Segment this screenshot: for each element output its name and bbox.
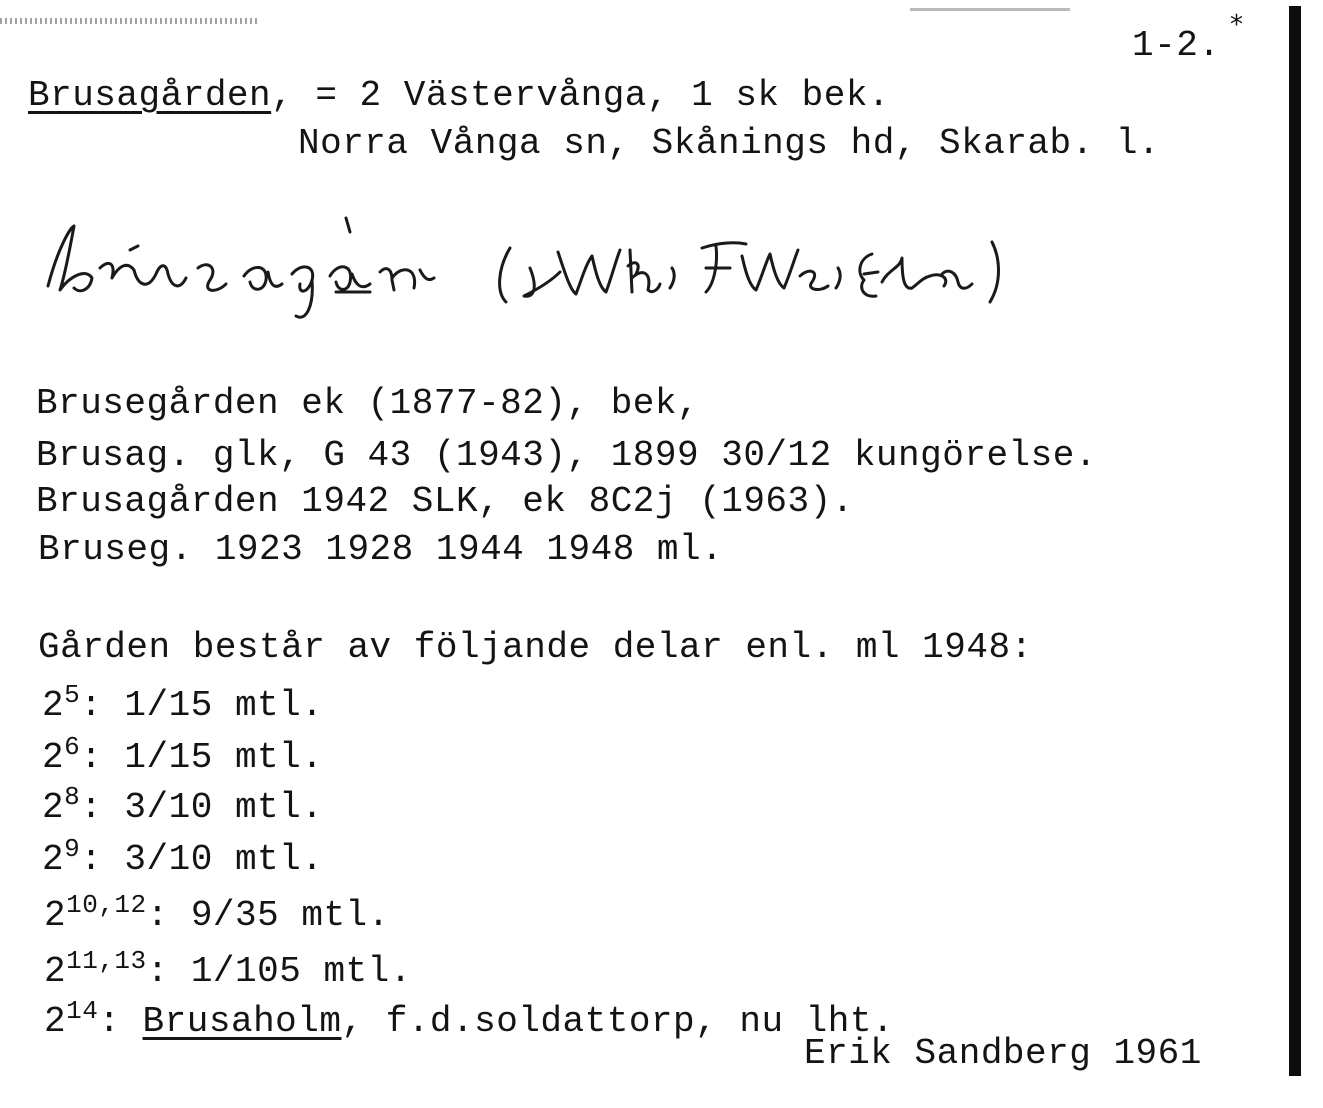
place-title: Brusagården [28, 75, 272, 116]
part-row: $2^6$: 1/15 mtl. [42, 732, 324, 778]
part-row: $2^9$: 3/10 mtl. [42, 834, 324, 880]
header-rest: , = 2 Västervånga, 1 sk bek. [271, 75, 891, 116]
handwritten-pronunciation [30, 198, 1030, 328]
location-line: Norra Vånga sn, Skånings hd, Skarab. l. [298, 123, 1161, 164]
scan-edge-right [1289, 6, 1301, 1076]
brusaholm-name: Brusaholm [142, 1001, 342, 1042]
form-line-2: Brusag. glk, G 43 (1943), 1899 30/12 kungörelse. [36, 435, 1097, 476]
header-line [28, 75, 891, 116]
part-row: 2$^{10,12}$: 9/35 mtl. [44, 890, 390, 936]
part-row: $2^8$: 3/10 mtl. [42, 782, 324, 828]
card-number: 1-2. [1132, 25, 1221, 66]
parts-heading: Gården består av följande delar enl. ml 1948: [38, 627, 1033, 668]
part-row: $2^5$: 1/15 mtl. [42, 680, 324, 726]
signature: Erik Sandberg 1961 [804, 1033, 1202, 1074]
form-line-4: Bruseg. 1923 1928 1944 1948 ml. [38, 529, 724, 570]
asterisk-mark: * [1230, 10, 1243, 40]
scan-edge-top-right [910, 8, 1070, 11]
form-line-1: Brusegården ek (1877-82), bek, [36, 383, 700, 424]
part-row: 2$^{11,13}$: 1/105 mtl. [44, 946, 412, 992]
form-line-3: Brusagården 1942 SLK, ek 8C2j (1963). [36, 481, 854, 522]
scan-edge-top [0, 18, 260, 24]
part-row-last: $2^{14}$: Brusaholm, f.d.soldattorp, nu lht. [44, 996, 895, 1042]
